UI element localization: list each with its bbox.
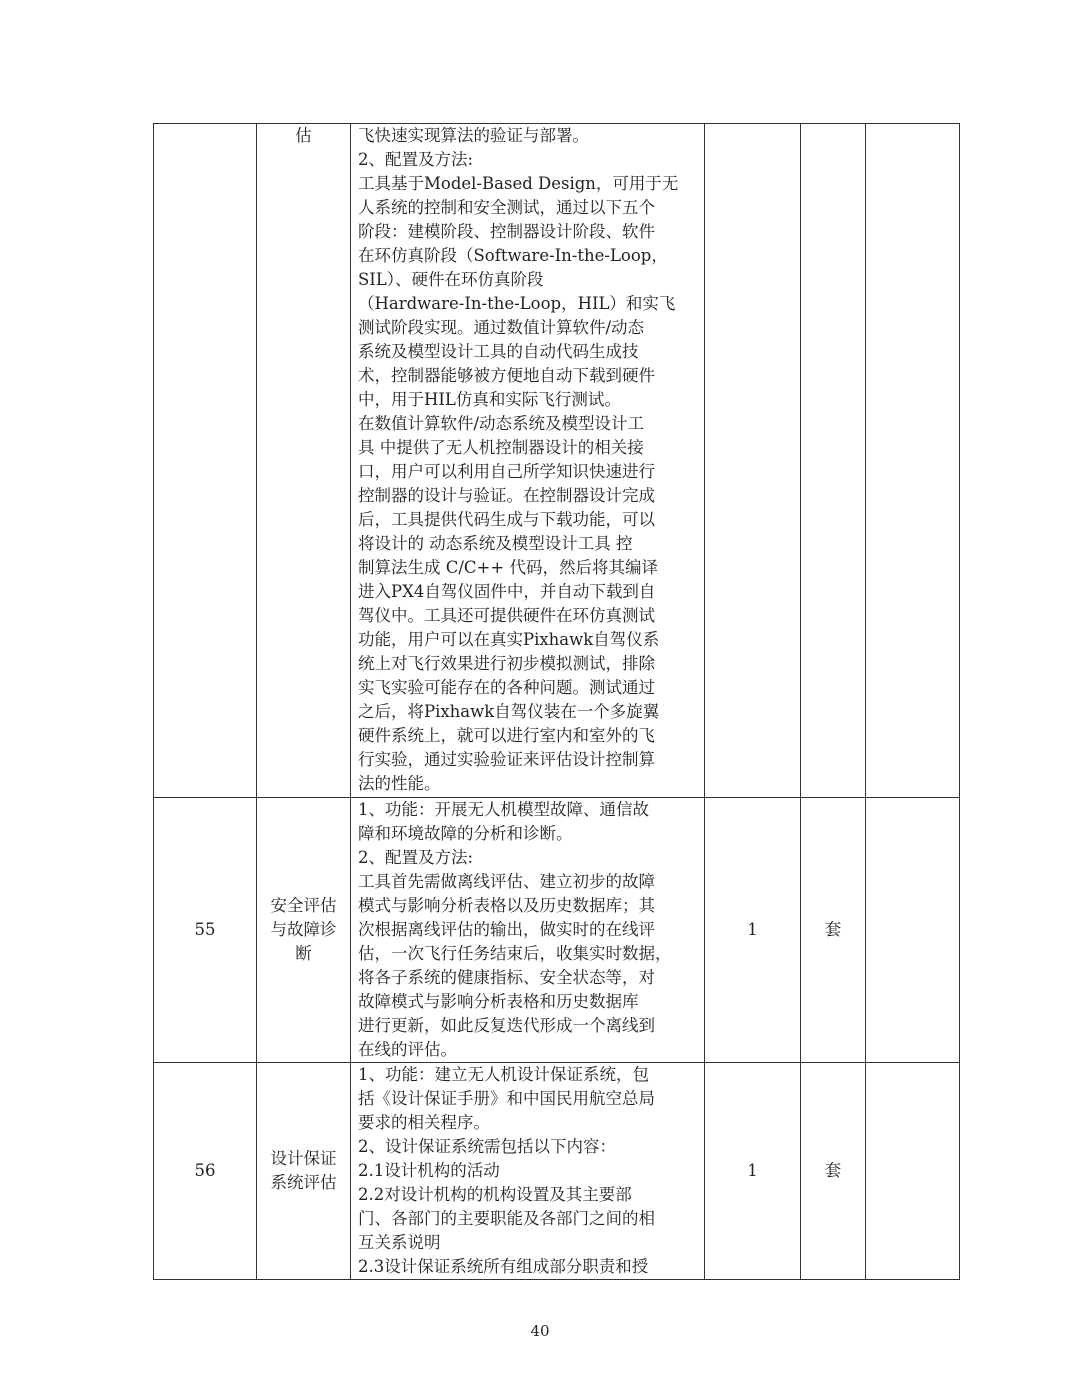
item-name <box>257 1147 350 1195</box>
item-description <box>358 124 700 796</box>
text-line: 法的性能。 <box>358 774 441 793</box>
item-quantity-cell <box>705 798 801 1063</box>
text-line: 2.3设计保证系统所有组成部分职责和授 <box>358 1257 649 1276</box>
text-line: 与故障诊 <box>270 920 337 939</box>
text-line: 2.1设计机构的活动 <box>358 1161 500 1180</box>
text-line: 故障模式与影响分析表格和历史数据库 <box>358 992 639 1011</box>
text-line: 估，一次飞行任务结束后，收集实时数据， <box>358 944 672 963</box>
text-line: 测试阶段实现。通过数值计算软件/动态 <box>358 318 645 337</box>
item-name-cell <box>257 798 351 1063</box>
item-unit: 套 <box>824 920 842 939</box>
item-number-cell <box>154 798 257 1063</box>
text-line: 制算法生成 C/C++ 代码，然后将其编译 <box>358 558 658 577</box>
text-line: 在线的评估。 <box>358 1040 457 1059</box>
text-line: 2.2对设计机构的机构设置及其主要部 <box>358 1185 632 1204</box>
page-number: 40 <box>530 1322 550 1340</box>
item-name-cell <box>257 124 351 798</box>
text-line: 估 <box>295 126 312 145</box>
text-line: 设计保证 <box>270 1149 337 1168</box>
text-line: 后，工具提供代码生成与下载功能，可以 <box>358 510 655 529</box>
text-line: 在环仿真阶段（Software-In-the-Loop， <box>358 246 668 265</box>
text-line: 次根据离线评估的输出，做实时的在线评 <box>358 920 655 939</box>
item-name-cell <box>257 1063 351 1280</box>
text-line: 1、功能：开展无人机模型故障、通信故 <box>358 800 649 819</box>
text-line: 进入PX4自驾仪固件中，并自动下载到自 <box>358 582 656 601</box>
text-line: 系统及模型设计工具的自动代码生成技 <box>358 342 639 361</box>
table-row <box>154 1063 960 1280</box>
text-line: 之后，将Pixhawk自驾仪装在一个多旋翼 <box>358 702 660 721</box>
text-line: 门、各部门的主要职能及各部门之间的相 <box>358 1209 655 1228</box>
text-line: 障和环境故障的分析和诊断。 <box>358 824 573 843</box>
text-line: 行实验，通过实验验证来评估设计控制算 <box>358 750 655 769</box>
equipment-spec-table <box>153 123 960 1280</box>
item-description-cell <box>351 1063 705 1280</box>
item-number-cell <box>154 124 257 798</box>
text-line: 中，用于HIL仿真和实际飞行测试。 <box>358 390 621 409</box>
text-line: 模式与影响分析表格以及历史数据库；其 <box>358 896 655 915</box>
text-line: 将设计的 动态系统及模型设计工具 控 <box>358 534 633 553</box>
text-line: 功能，用户可以在真实Pixhawk自驾仪系 <box>358 630 660 649</box>
text-line: 进行更新，如此反复迭代形成一个离线到 <box>358 1016 655 1035</box>
item-quantity: 1 <box>747 1161 758 1180</box>
item-name <box>257 124 350 148</box>
text-line: 2、配置及方法: <box>358 848 474 867</box>
item-quantity: 1 <box>747 920 758 939</box>
text-line: 互关系说明 <box>358 1233 441 1252</box>
text-line: 系统评估 <box>270 1173 337 1192</box>
item-quantity-cell <box>705 124 801 798</box>
text-line: 断 <box>295 944 312 963</box>
item-note-cell <box>866 1063 960 1280</box>
item-name <box>257 894 350 966</box>
text-line: 工具基于Model-Based Design，可用于无 <box>358 174 679 193</box>
item-quantity-cell <box>705 1063 801 1280</box>
text-line: 2、配置及方法: <box>358 150 474 169</box>
text-line: 阶段：建模阶段、控制器设计阶段、软件 <box>358 222 655 241</box>
text-line: 2、设计保证系统需包括以下内容： <box>358 1137 616 1156</box>
item-number: 55 <box>194 920 216 939</box>
text-line: 具 中提供了无人机控制器设计的相关接 <box>358 438 644 457</box>
text-line: 实飞实验可能存在的各种问题。测试通过 <box>358 678 655 697</box>
table-row <box>154 798 960 1063</box>
text-line: SIL）、硬件在环仿真阶段 <box>358 270 544 289</box>
text-line: 硬件系统上，就可以进行室内和室外的飞 <box>358 726 655 745</box>
text-line: 统上对飞行效果进行初步模拟测试，排除 <box>358 654 655 673</box>
item-unit-cell <box>801 1063 866 1280</box>
item-unit-cell <box>801 124 866 798</box>
text-line: 飞快速实现算法的验证与部署。 <box>358 126 589 145</box>
item-description <box>358 798 700 1062</box>
text-line: 将各子系统的健康指标、安全状态等，对 <box>358 968 655 987</box>
item-note-cell <box>866 798 960 1063</box>
text-line: 术，控制器能够被方便地自动下载到硬件 <box>358 366 655 385</box>
item-unit-cell <box>801 798 866 1063</box>
text-line: 要求的相关程序。 <box>358 1113 490 1132</box>
item-unit: 套 <box>824 1161 842 1180</box>
text-line: 驾仪中。工具还可提供硬件在环仿真测试 <box>358 606 655 625</box>
text-line: 在数值计算软件/动态系统及模型设计工 <box>358 414 645 433</box>
text-line: （Hardware-In-the-Loop，HIL）和实飞 <box>358 294 676 313</box>
item-note-cell <box>866 124 960 798</box>
text-line: 人系统的控制和安全测试，通过以下五个 <box>358 198 655 217</box>
item-number-cell <box>154 1063 257 1280</box>
text-line: 工具首先需做离线评估、建立初步的故障 <box>358 872 655 891</box>
table-row <box>154 124 960 798</box>
item-description-cell <box>351 124 705 798</box>
item-description <box>358 1063 700 1279</box>
text-line: 口，用户可以利用自己所学知识快速进行 <box>358 462 655 481</box>
text-line: 括《设计保证手册》和中国民用航空总局 <box>358 1089 655 1108</box>
text-line: 1、功能：建立无人机设计保证系统，包 <box>358 1065 649 1084</box>
item-description-cell <box>351 798 705 1063</box>
text-line: 安全评估 <box>270 896 337 915</box>
item-number: 56 <box>194 1161 216 1180</box>
text-line: 控制器的设计与验证。在控制器设计完成 <box>358 486 655 505</box>
